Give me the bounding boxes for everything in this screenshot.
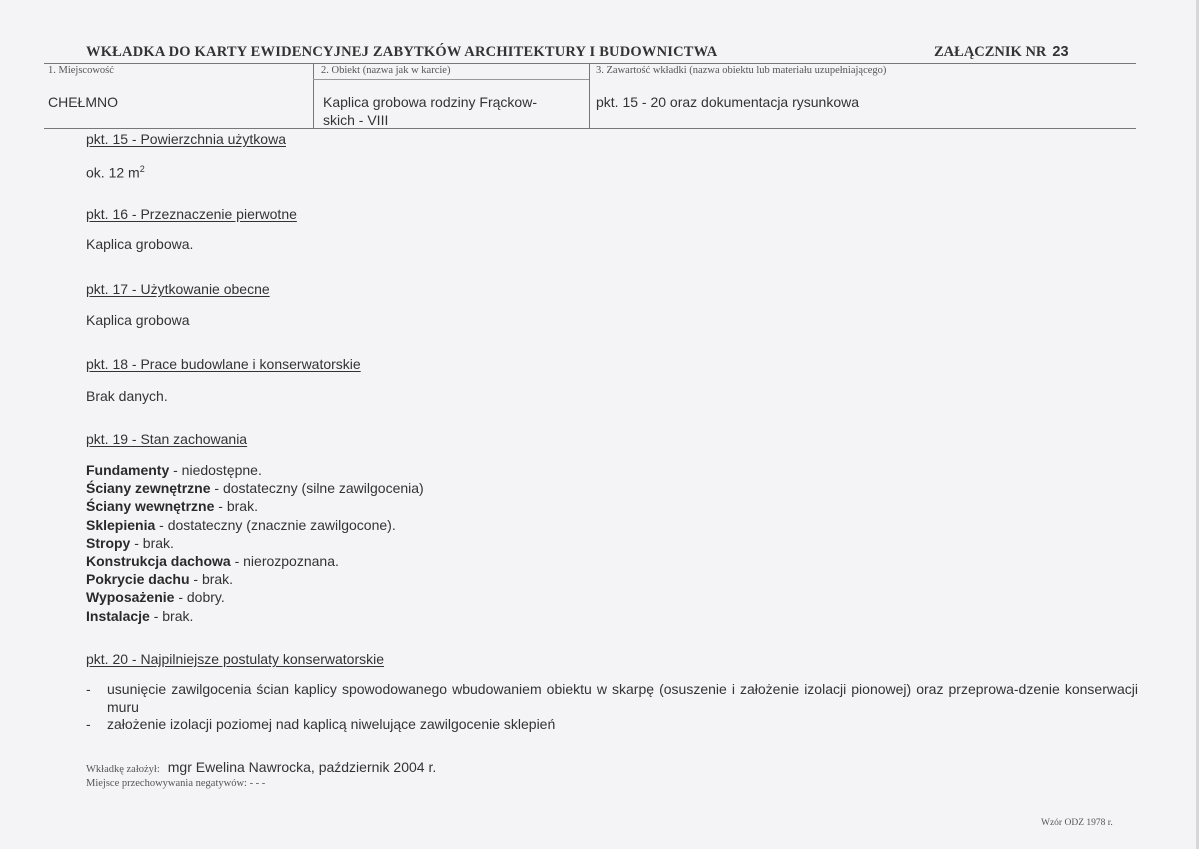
condition-text: - niedostępne.: [169, 462, 262, 478]
column-2-header-rule: [313, 79, 589, 80]
object-value-line-1: Kaplica grobowa rodziny Frąckow-: [323, 94, 537, 110]
section-18-body: Brak danych.: [86, 388, 168, 404]
column-1-header: 1. Miejscowość: [48, 65, 114, 76]
object-value-line-2: skich - VIII: [323, 112, 389, 128]
section-16-body: Kaplica grobowa.: [86, 236, 194, 252]
condition-text: - brak.: [214, 498, 258, 515]
list-item-text: usunięcie zawilgocenia ścian kaplicy spowodowanego wbudowaniem obiektu w skarpę (osuszenie i założenie izolacji pionowej) oraz przeprowa-dzenie konserwacji muru: [107, 681, 1138, 715]
condition-label: Instalacje: [86, 607, 150, 624]
annex-label: [934, 44, 1069, 61]
condition-item: [86, 552, 424, 570]
list-dash: -: [86, 681, 91, 697]
form-template-id: Wzór ODZ 1978 r.: [1041, 818, 1113, 828]
condition-label: Wyposażenie: [86, 589, 175, 606]
section-19-title: pkt. 19 - Stan zachowania: [86, 431, 248, 447]
column-divider-1: [313, 63, 314, 128]
condition-item: [86, 497, 424, 515]
locality-value: CHEŁMNO: [48, 94, 119, 110]
author-label: Wkładkę założył:: [86, 764, 160, 775]
condition-label: Konstrukcja dachowa: [86, 553, 231, 570]
table-bottom-rule: [44, 128, 1136, 129]
condition-label: Stropy: [86, 534, 131, 551]
section-16-title: pkt. 16 - Przeznaczenie pierwotne: [86, 206, 297, 222]
table-top-rule: [44, 63, 1136, 64]
condition-list: [86, 461, 424, 625]
annex-number: 23: [1052, 44, 1069, 60]
author-line: [86, 759, 436, 775]
condition-item: [86, 588, 424, 606]
condition-item: [86, 607, 424, 625]
section-18-title: pkt. 18 - Prace budowlane i konserwatorskie: [86, 356, 361, 372]
condition-item: [86, 534, 424, 552]
condition-label: Ściany wewnętrzne: [86, 498, 215, 515]
column-3-header: 3. Zawartość wkładki (nazwa obiektu lub materiału uzupełniającego): [596, 65, 887, 76]
list-item-text: założenie izolacji poziomej nad kaplicą niwelujące zawilgocenie sklepień: [107, 716, 556, 732]
condition-item: [86, 570, 424, 588]
condition-label: Pokrycie dachu: [86, 571, 190, 588]
section-17-body: Kaplica grobowa: [86, 312, 190, 328]
contents-value: pkt. 15 - 20 oraz dokumentacja rysunkowa: [596, 94, 860, 110]
list-item: [86, 716, 1138, 734]
list-dash: -: [86, 716, 91, 732]
section-20-title: pkt. 20 - Najpilniejsze postulaty konserwatorskie: [86, 651, 385, 667]
list-item: [86, 681, 1138, 716]
document-title: WKŁADKA DO KARTY EWIDENCYJNEJ ZABYTKÓW ARCHITEKTURY I BUDOWNICTWA: [86, 44, 718, 60]
condition-item: [86, 516, 424, 534]
condition-text: - nierozpoznana.: [230, 553, 339, 570]
negatives-location: Miejsce przechowywania negatywów: - - -: [86, 778, 266, 789]
condition-label: Ściany zewnętrzne: [86, 480, 211, 497]
section-15-title: pkt. 15 - Powierzchnia użytkowa: [86, 131, 286, 147]
condition-text: - brak.: [149, 607, 194, 624]
usable-area-unit-superscript: 2: [139, 164, 145, 174]
condition-text: - dostateczny (znacznie zawilgocone).: [155, 516, 396, 533]
annex-label-text: ZAŁĄCZNIK NR: [934, 44, 1047, 60]
condition-text: - dobry.: [174, 589, 225, 606]
column-2-header: 2. Obiekt (nazwa jak w karcie): [321, 65, 451, 76]
author-value: mgr Ewelina Nawrocka, październik 2004 r.: [167, 759, 437, 775]
object-value: [323, 93, 585, 129]
usable-area-value: ok. 12 m: [86, 164, 140, 181]
section-15-body: [86, 164, 145, 181]
postulates-list: [86, 681, 1138, 734]
condition-item: [86, 461, 424, 479]
condition-label: Fundamenty: [86, 462, 170, 478]
condition-item: [86, 479, 424, 497]
condition-text: - brak.: [130, 534, 174, 551]
section-17-title: pkt. 17 - Użytkowanie obecne: [86, 281, 270, 297]
condition-text: - dostateczny (silne zawilgocenia): [210, 480, 424, 497]
condition-text: - brak.: [189, 571, 234, 588]
column-divider-2: [589, 63, 590, 128]
condition-label: Sklepienia: [86, 516, 156, 533]
